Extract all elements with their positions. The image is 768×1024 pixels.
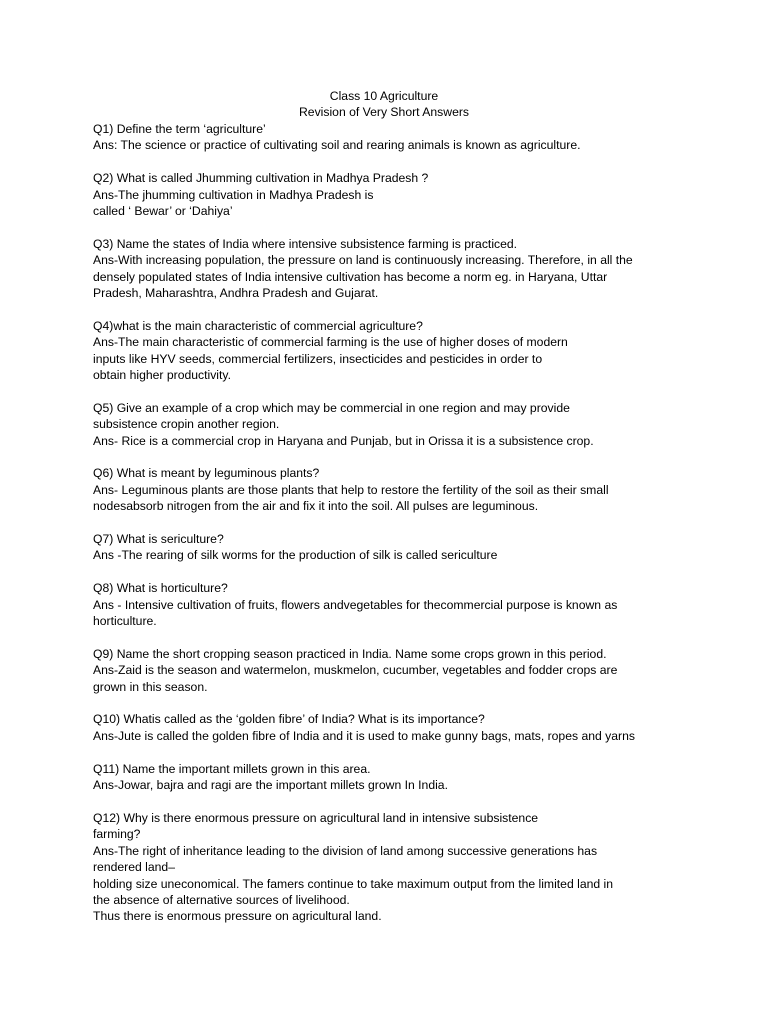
question-line: Q9) Name the short cropping season practiced in India. Name some crops grown in this period. xyxy=(93,646,607,661)
document-title: Class 10 Agriculture xyxy=(329,89,439,103)
answer-line: Ans-Jowar, bajra and ragi are the important millets grown In India. xyxy=(93,778,448,793)
qa-item xyxy=(93,531,683,564)
answer-line: called ‘ Bewar’ or ‘Dahiya’ xyxy=(93,204,233,219)
qa-item xyxy=(93,121,683,154)
qa-item xyxy=(93,170,683,219)
answer-line: Ans-Zaid is the season and watermelon, muskmelon, cucumber, vegetables and fodder crops are xyxy=(93,663,618,678)
qa-item xyxy=(93,400,683,449)
qa-item xyxy=(93,761,683,794)
answer-line: Ans-The jhumming cultivation in Madhya Pradesh is xyxy=(93,187,374,202)
question-line: Q6) What is meant by leguminous plants? xyxy=(93,466,320,481)
answer-line: obtain higher productivity. xyxy=(93,368,231,383)
question-line: Q7) What is sericulture? xyxy=(93,532,224,547)
question-line: Q11) Name the important millets grown in this area. xyxy=(93,761,371,776)
question-line: Q8) What is horticulture? xyxy=(93,581,228,596)
qa-item xyxy=(93,236,683,302)
answer-line: the absence of alternative sources of livelihood. xyxy=(93,892,350,907)
answer-line: grown in this season. xyxy=(93,679,208,694)
question-line: Q10) Whatis called as the ‘golden fibre’ of India? What is its importance? xyxy=(93,712,485,727)
answer-line: Ans- Rice is a commercial crop in Haryana and Punjab, but in Orissa it is a subsistence crop. xyxy=(93,433,594,448)
qa-item xyxy=(93,465,683,514)
answer-line: subsistence cropin another region. xyxy=(93,417,280,432)
answer-line: Ans-The right of inheritance leading to the division of land among successive generations has xyxy=(93,843,598,858)
document-subtitle: Revision of Very Short Answers xyxy=(298,105,470,120)
answer-line: Ans-The main characteristic of commercial farming is the use of higher doses of modern xyxy=(93,335,568,350)
qa-item xyxy=(93,646,683,695)
question-line: Q1) Define the term ‘agriculture’ xyxy=(93,122,266,136)
answer-line: nodesabsorb nitrogen from the air and fix it into the soil. All pulses are leguminous. xyxy=(93,499,539,514)
question-line: Q12) Why is there enormous pressure on agricultural land in intensive subsistence xyxy=(93,810,539,825)
answer-line: horticulture. xyxy=(93,614,157,629)
answer-line: densely populated states of India intensive cultivation has become a norm eg. in Haryana, Uttar xyxy=(93,269,608,284)
answer-line: Ans-Jute is called the golden fibre of India and it is used to make gunny bags, mats, ropes and yarns xyxy=(93,728,635,743)
answer-line: Ans-With increasing population, the pressure on land is continuously increasing. Therefore, in all the xyxy=(93,253,633,268)
answer-line: Ans -The rearing of silk worms for the production of silk is called sericulture xyxy=(93,548,498,563)
question-line: Q2) What is called Jhumming cultivation in Madhya Pradesh ? xyxy=(93,171,429,186)
document-header xyxy=(0,88,768,121)
question-line: Q4)what is the main characteristic of commercial agriculture? xyxy=(93,318,423,333)
answer-line: Thus there is enormous pressure on agricultural land. xyxy=(93,909,382,924)
answer-line: inputs like HYV seeds, commercial fertilizers, insecticides and pesticides in order to xyxy=(93,351,543,366)
qa-item xyxy=(93,580,683,629)
qa-item xyxy=(93,810,683,925)
question-line: Q3) Name the states of India where intensive subsistence farming is practiced. xyxy=(93,236,518,251)
answer-line: Ans: The science or practice of cultivating soil and rearing animals is known as agriculture. xyxy=(93,138,581,153)
answer-line: Ans - Intensive cultivation of fruits, flowers andvegetables for thecommercial purpose is known as xyxy=(93,597,618,612)
answer-line: rendered land– xyxy=(93,860,175,875)
qa-item xyxy=(93,711,683,744)
answer-line: Pradesh, Maharashtra, Andhra Pradesh and Gujarat. xyxy=(93,286,379,301)
answer-line: Ans- Leguminous plants are those plants that help to restore the fertility of the soil as their small xyxy=(93,482,609,497)
question-answer-list xyxy=(93,121,683,941)
answer-line: farming? xyxy=(93,827,141,842)
question-line: Q5) Give an example of a crop which may be commercial in one region and may provide xyxy=(93,400,570,415)
qa-item xyxy=(93,318,683,384)
answer-line: holding size uneconomical. The famers continue to take maximum output from the limited land in xyxy=(93,876,614,891)
